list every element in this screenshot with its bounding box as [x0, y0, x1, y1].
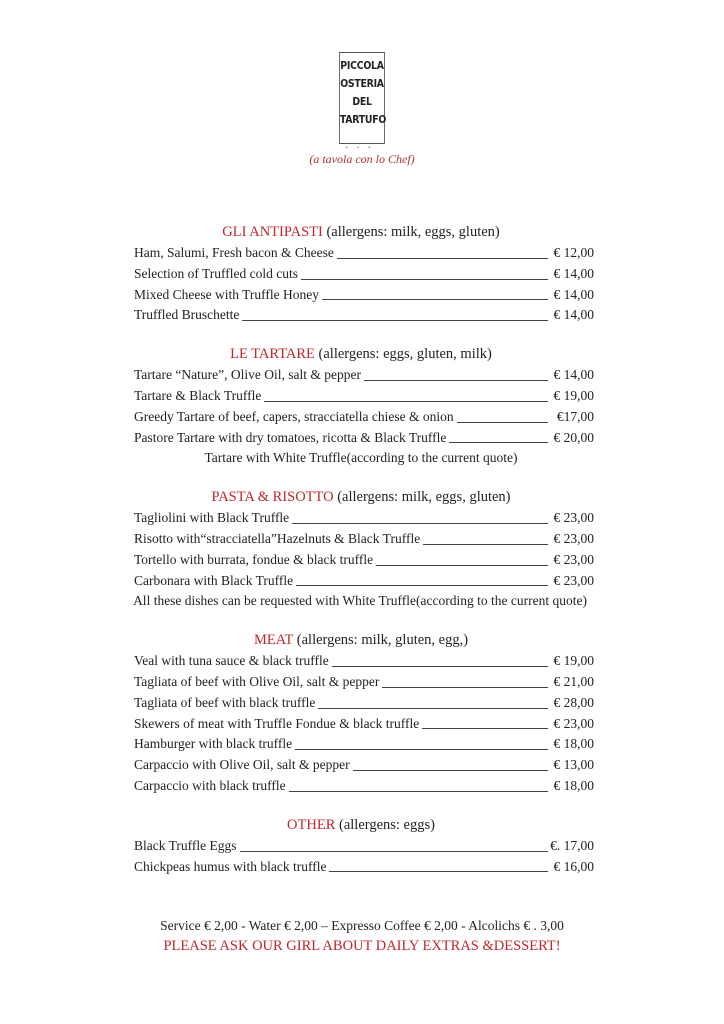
menu-item	[128, 407, 594, 428]
item-price: € 28,00	[553, 694, 594, 710]
section-note: All these dishes can be requested with White Truffle(according to the current quote)	[133, 593, 587, 609]
menu-section	[128, 630, 594, 797]
menu	[128, 222, 594, 895]
menu-item	[128, 693, 594, 714]
menu-item	[128, 264, 594, 285]
leader-line	[382, 687, 548, 688]
leader-line	[423, 544, 548, 545]
section-note: Tartare with White Truffle(according to the current quote)	[204, 450, 518, 466]
item-name: Greedy Tartare of beef, capers, stracciatella chiese & onion	[134, 408, 454, 424]
leader-line	[337, 258, 548, 259]
item-name: Veal with tuna sauce & black truffle	[134, 653, 329, 669]
menu-item	[128, 571, 594, 592]
item-name: Chickpeas humus with black truffle	[134, 858, 327, 874]
item-price: € 20,00	[553, 429, 594, 445]
item-name: Tortello with burrata, fondue & black truffle	[134, 551, 374, 567]
section-allergens: (allergens: milk, eggs, gluten)	[337, 489, 511, 506]
section-title: OTHER	[287, 816, 336, 833]
section-heading	[128, 487, 594, 507]
section-title: LE TARTARE	[230, 346, 315, 363]
extras-prices: Service € 2,00 - Water € 2,00 – Expresso Coffee € 2,00 - Alcolichs € . 3,00	[160, 918, 564, 933]
leader-line	[318, 708, 548, 709]
item-price: € 18,00	[553, 777, 594, 793]
leader-line	[301, 279, 548, 280]
item-price: € 19,00	[553, 387, 594, 403]
leader-line	[264, 401, 548, 402]
menu-item	[128, 755, 594, 776]
item-price: € 14,00	[553, 265, 594, 281]
menu-item	[128, 651, 594, 672]
item-price: € 13,00	[553, 757, 594, 773]
footer	[0, 916, 724, 956]
item-name: Tagliata of beef with Olive Oil, salt & pepper	[134, 673, 380, 689]
item-name: Pastore Tartare with dry tomatoes, ricotta & Black Truffle	[134, 429, 447, 445]
item-price: € 23,00	[553, 572, 594, 588]
item-price: € 14,00	[553, 307, 594, 323]
logo-dots: ···	[345, 143, 379, 154]
menu-item	[128, 386, 594, 407]
menu-item	[128, 428, 594, 449]
item-name: Selection of Truffled cold cuts	[134, 265, 298, 281]
item-name: Hamburger with black truffle	[134, 736, 293, 752]
section-heading	[128, 222, 594, 242]
logo-tagline: (a tavola con lo Chef)	[309, 152, 415, 166]
item-price: € 12,00	[553, 245, 594, 260]
leader-line	[296, 585, 548, 586]
leader-line	[332, 666, 548, 667]
menu-item	[128, 836, 594, 857]
item-name: Skewers of meat with Truffle Fondue & black truffle	[134, 715, 420, 731]
section-allergens: (allergens: eggs)	[339, 816, 435, 833]
item-name: Tagliolini with Black Truffle	[134, 510, 290, 526]
menu-item	[128, 305, 594, 326]
leader-line	[353, 770, 548, 771]
item-price: € 14,00	[553, 367, 594, 383]
item-price: €17,00	[556, 408, 594, 424]
leader-line	[422, 728, 548, 729]
section-heading	[128, 630, 594, 650]
item-name: Carpaccio with Olive Oil, salt & pepper	[134, 757, 350, 773]
menu-item	[128, 734, 594, 755]
item-price: € 23,00	[553, 530, 594, 546]
logo-line: DEL	[352, 95, 372, 108]
section-heading	[128, 344, 594, 364]
leader-line	[295, 749, 548, 750]
leader-line	[376, 565, 548, 566]
leader-line	[240, 851, 548, 852]
restaurant-logo	[339, 52, 385, 144]
item-price: € 21,00	[553, 673, 594, 689]
menu-item	[128, 550, 594, 571]
item-name: Risotto with“stracciatella”Hazelnuts & Black Truffle	[134, 530, 421, 546]
logo-line: OSTERIA	[340, 77, 384, 90]
daily-extras-notice: PLEASE ASK OUR GIRL ABOUT DAILY EXTRAS &DESSERT!	[163, 938, 561, 954]
leader-line	[322, 299, 548, 300]
leader-line	[292, 523, 548, 524]
menu-item	[128, 529, 594, 550]
menu-section	[128, 487, 594, 612]
logo-line: PICCOLA	[340, 59, 384, 72]
menu-section	[128, 222, 594, 326]
item-price: € 23,00	[553, 551, 594, 567]
item-name: Tagliata of beef with black truffle	[134, 694, 316, 710]
item-name: Carbonara with Black Truffle	[134, 572, 294, 588]
leader-line	[329, 871, 548, 872]
item-name: Ham, Salumi, Fresh bacon & Cheese	[134, 245, 334, 260]
item-price: € 14,00	[553, 286, 594, 302]
menu-section	[128, 344, 594, 469]
item-price: € 16,00	[553, 858, 594, 874]
menu-item	[128, 508, 594, 529]
logo-line: TARTUFO	[339, 113, 387, 126]
section-allergens: (allergens: eggs, gluten, milk)	[318, 346, 492, 363]
item-name: Carpaccio with black truffle	[134, 777, 286, 793]
item-price: € 23,00	[553, 510, 594, 526]
menu-item	[128, 857, 594, 878]
section-title: PASTA & RISOTTO	[211, 489, 334, 506]
leader-line	[242, 320, 548, 321]
menu-item	[128, 285, 594, 306]
menu-item	[128, 243, 594, 264]
menu-item	[128, 714, 594, 735]
menu-item	[128, 776, 594, 797]
section-title: MEAT	[253, 632, 294, 649]
item-name: Truffled Bruschette	[134, 307, 240, 323]
item-name: Mixed Cheese with Truffle Honey	[134, 286, 319, 302]
menu-section	[128, 815, 594, 878]
section-allergens: (allergens: milk, gluten, egg,)	[296, 632, 469, 649]
leader-line	[449, 442, 548, 443]
item-price: € 19,00	[553, 653, 594, 669]
item-price: € 18,00	[553, 736, 594, 752]
item-name: Tartare “Nature”, Olive Oil, salt & pepper	[134, 367, 361, 383]
item-price: € 23,00	[553, 715, 594, 731]
menu-item	[128, 365, 594, 386]
item-name: Black Truffle Eggs	[134, 837, 237, 853]
menu-item	[128, 672, 594, 693]
item-price: €. 17,00	[550, 837, 594, 853]
leader-line	[457, 422, 548, 423]
section-title: GLI ANTIPASTI	[222, 224, 323, 240]
item-name: Tartare & Black Truffle	[134, 387, 262, 403]
section-allergens: (allergens: milk, eggs, gluten)	[326, 224, 500, 240]
section-heading	[128, 815, 594, 835]
leader-line	[364, 380, 548, 381]
leader-line	[289, 791, 548, 792]
